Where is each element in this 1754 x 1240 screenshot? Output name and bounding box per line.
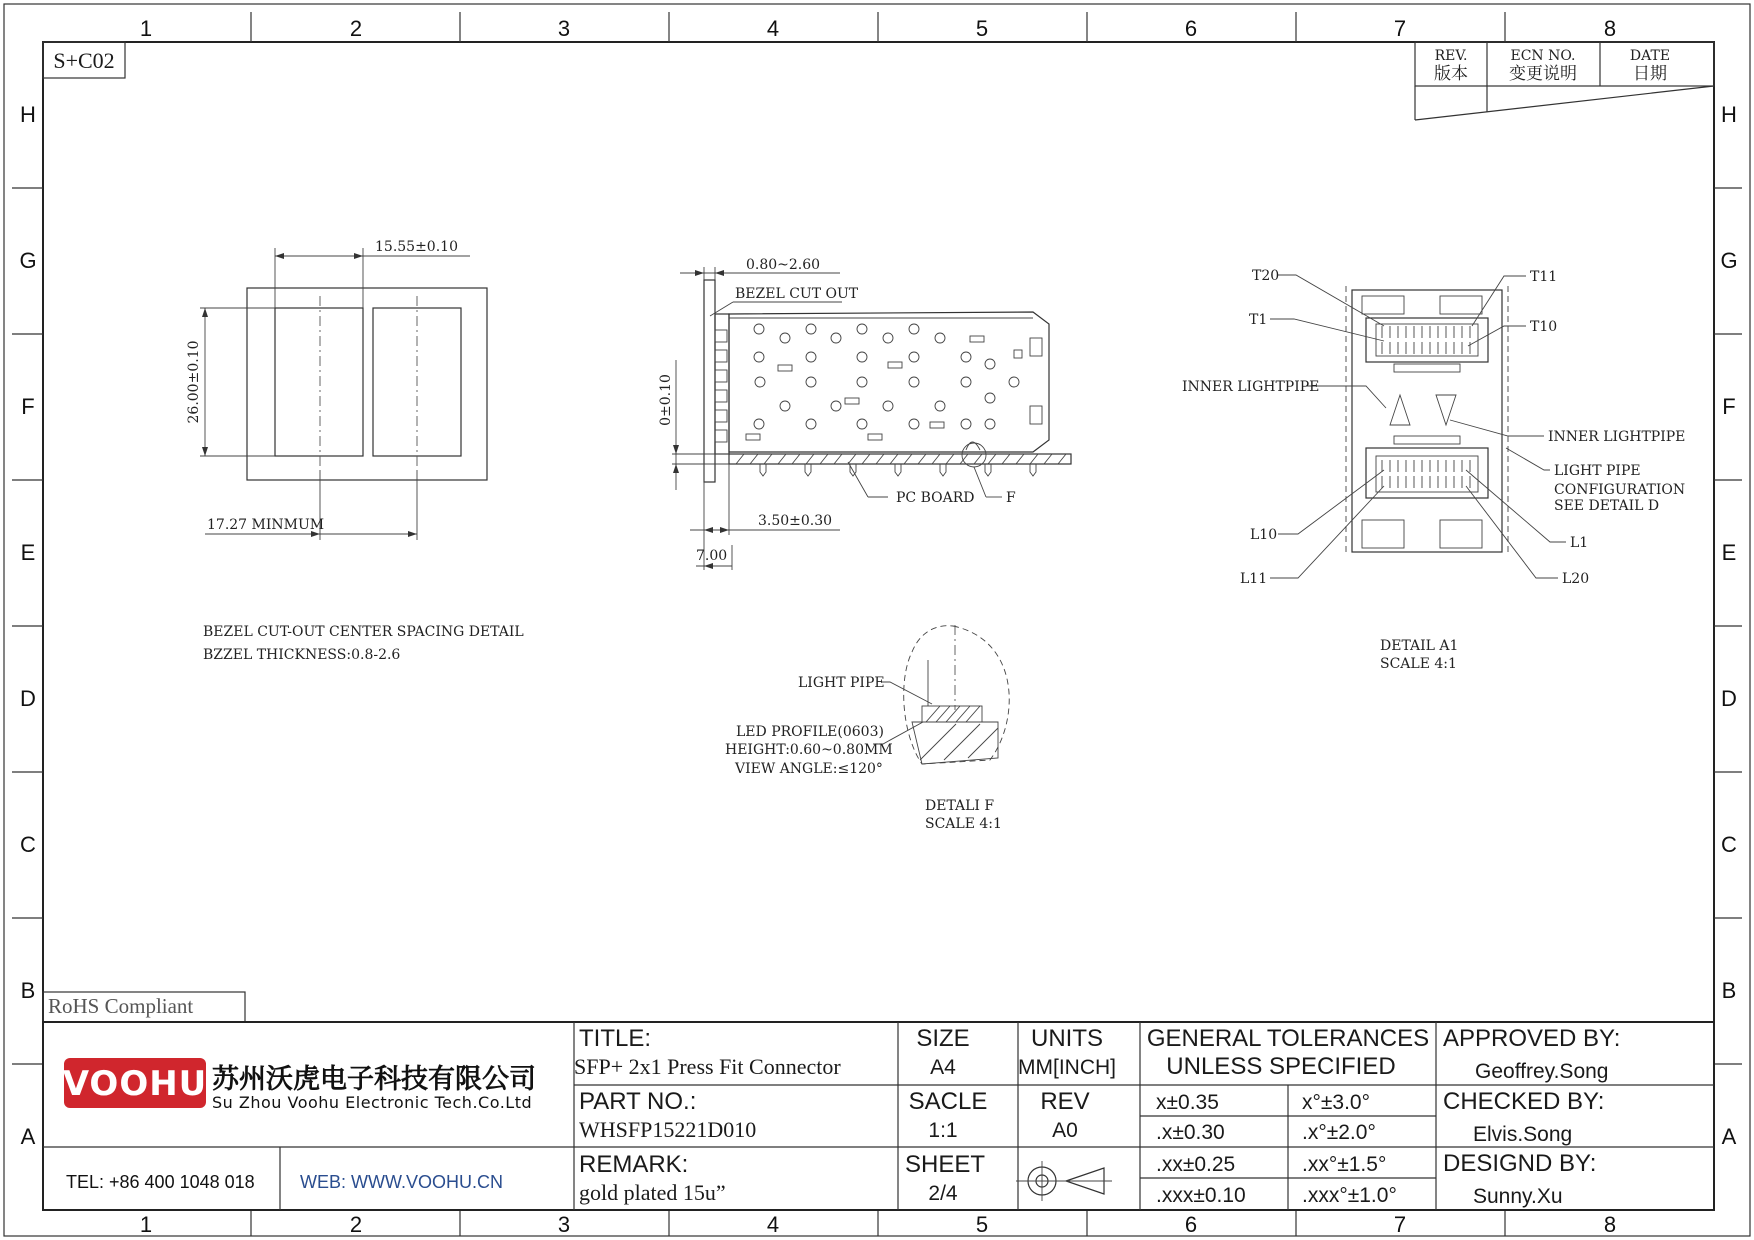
label-t1: T1 <box>1249 312 1268 328</box>
units-value: MM[INCH] <box>1018 1056 1116 1079</box>
side-dim-350: 3.50±0.30 <box>758 513 833 529</box>
ecn-col-cn: 变更说明 <box>1509 64 1577 84</box>
sheet-label: SHEET <box>904 1151 986 1178</box>
detail-f-led-3: VIEW ANGLE:≤120° <box>735 761 883 777</box>
label-l11: L11 <box>1240 571 1268 587</box>
checked-by-value: Elvis.Song <box>1473 1123 1573 1146</box>
contact-web: WEB: WWW.VOOHU.CN <box>300 1172 503 1192</box>
zone-col-7: 7 <box>1393 16 1407 41</box>
zone-row-a-right: A <box>1721 1124 1737 1149</box>
zone-col-4-bottom: 4 <box>766 1212 780 1237</box>
zone-col-2: 2 <box>349 16 363 41</box>
projection-symbol-icon <box>1016 1161 1112 1201</box>
revision-table <box>1415 42 1714 120</box>
zone-row-e-right: E <box>1721 540 1737 565</box>
units-label: UNITS <box>1031 1025 1103 1052</box>
rev-label-tb: REV <box>1040 1088 1090 1115</box>
zone-row-e: E <box>20 540 36 565</box>
zone-row-f-right: F <box>1722 394 1736 419</box>
company-name-en: Su Zhou Voohu Electronic Tech.Co.Ltd <box>212 1093 533 1112</box>
zone-row-a: A <box>20 1124 36 1149</box>
tolerance-angular-1: .x°±2.0° <box>1302 1121 1376 1144</box>
tolerance-linear-3: .xxx±0.10 <box>1156 1184 1246 1207</box>
part-no-label: PART NO.: <box>579 1088 697 1115</box>
detail-f-led-1: LED PROFILE(0603) <box>736 724 884 740</box>
zone-col-5: 5 <box>975 16 989 41</box>
side-dim-thickness: 0.80~2.60 <box>746 257 821 273</box>
contact-tel: TEL: +86 400 1048 018 <box>66 1172 255 1192</box>
detail-a1 <box>1182 268 1685 672</box>
remark-value: gold plated 15u” <box>579 1180 726 1205</box>
part-no-value: WHSFP15221D010 <box>579 1117 757 1142</box>
scale-value: 1:1 <box>928 1119 958 1142</box>
zone-col-6-bottom: 6 <box>1184 1212 1198 1237</box>
zone-col-7-bottom: 7 <box>1393 1212 1407 1237</box>
zone-col-6: 6 <box>1184 16 1198 41</box>
label-l1: L1 <box>1570 535 1589 551</box>
detail-f-ref: F <box>1006 490 1016 506</box>
detail-f-caption-1: DETALI F <box>925 798 995 814</box>
bezel-cutout-label: BEZEL CUT OUT <box>735 286 859 302</box>
bezel-dim-top: 15.55±0.10 <box>375 239 458 255</box>
zone-col-4: 4 <box>766 16 780 41</box>
title-label: TITLE: <box>579 1025 652 1052</box>
label-t11: T11 <box>1530 269 1558 285</box>
bezel-cutout-detail <box>186 239 524 663</box>
tolerance-angular-0: x°±3.0° <box>1302 1091 1371 1114</box>
bezel-note-2: BZZEL THICKNESS:0.8-2.6 <box>203 647 401 663</box>
voohu-logo <box>63 1058 208 1108</box>
rev-col-en: REV. <box>1434 48 1468 64</box>
detail-a1-caption-1: DETAIL A1 <box>1380 638 1459 654</box>
tolerance-linear-2: .xx±0.25 <box>1156 1153 1236 1176</box>
label-inner-lightpipe-left: INNER LIGHTPIPE <box>1182 379 1320 395</box>
designed-by-label: DESIGND BY: <box>1443 1150 1597 1177</box>
tolerance-angular-3: .xxx°±1.0° <box>1302 1184 1397 1207</box>
side-dim-700: 7.00 <box>696 548 728 564</box>
approved-by-label: APPROVED BY: <box>1443 1025 1621 1052</box>
label-t20: T20 <box>1252 268 1280 284</box>
detail-a1-caption-2: SCALE 4:1 <box>1380 656 1457 672</box>
checked-by-label: CHECKED BY: <box>1443 1088 1605 1115</box>
ecn-col-en: ECN NO. <box>1510 48 1576 64</box>
title-value: SFP+ 2x1 Press Fit Connector <box>574 1054 841 1079</box>
zone-row-g-right: G <box>1720 248 1738 273</box>
remark-label: REMARK: <box>579 1151 689 1178</box>
label-light-pipe-2: CONFIGURATION <box>1554 482 1686 498</box>
date-col-cn: 日期 <box>1633 64 1667 84</box>
zone-row-h: H <box>20 102 36 127</box>
zone-col-3-bottom: 3 <box>557 1212 571 1237</box>
detail-f-light-pipe: LIGHT PIPE <box>798 675 885 691</box>
designed-by-value: Sunny.Xu <box>1473 1185 1563 1208</box>
zone-col-1-bottom: 1 <box>139 1212 153 1237</box>
rev-label: S+C02 <box>53 48 115 73</box>
bezel-dim-bottom: 17.27 MINMUM <box>207 517 325 533</box>
zone-row-f: F <box>21 394 35 419</box>
tolerance-title-2: UNLESS SPECIFIED <box>1166 1053 1396 1080</box>
tolerance-linear-1: .x±0.30 <box>1156 1121 1225 1144</box>
date-col-en: DATE <box>1629 48 1671 64</box>
label-light-pipe-1: LIGHT PIPE <box>1554 463 1641 479</box>
zone-col-2-bottom: 2 <box>349 1212 363 1237</box>
zone-row-d: D <box>20 686 36 711</box>
tolerance-linear-0: x±0.35 <box>1156 1091 1219 1114</box>
zone-row-d-right: D <box>1721 686 1737 711</box>
zone-col-5-bottom: 5 <box>975 1212 989 1237</box>
label-l10: L10 <box>1250 527 1278 543</box>
side-dim-vertical: 0±0.10 <box>658 374 674 426</box>
approved-by-value: Geoffrey.Song <box>1475 1060 1609 1083</box>
sheet-value: 2/4 <box>928 1182 958 1205</box>
company-name-cn: 苏州沃虎电子科技有限公司 <box>212 1064 536 1095</box>
rev-col-cn: 版本 <box>1434 64 1468 84</box>
zone-row-c-right: C <box>1721 832 1737 857</box>
size-value: A4 <box>930 1056 956 1079</box>
zone-row-b: B <box>20 978 36 1003</box>
zone-row-h-right: H <box>1721 102 1737 127</box>
label-t10: T10 <box>1530 319 1558 335</box>
label-inner-lightpipe-right: INNER LIGHTPIPE <box>1548 429 1686 445</box>
scale-label: SACLE <box>908 1088 988 1115</box>
zone-col-3: 3 <box>557 16 571 41</box>
detail-f <box>725 625 1009 832</box>
detail-f-led-2: HEIGHT:0.60~0.80MM <box>725 742 893 758</box>
bezel-note-1: BEZEL CUT-OUT CENTER SPACING DETAIL <box>203 624 524 640</box>
rohs-label: RoHS Compliant <box>48 994 194 1018</box>
zone-row-c: C <box>20 832 36 857</box>
zone-col-8: 8 <box>1603 16 1617 41</box>
tolerance-angular-2: .xx°±1.5° <box>1302 1153 1387 1176</box>
size-label: SIZE <box>916 1025 970 1052</box>
pc-board-label: PC BOARD <box>896 490 975 506</box>
rev-value: A0 <box>1052 1119 1078 1142</box>
zone-row-g: G <box>19 248 37 273</box>
brand-wordmark: VOOHU <box>62 1064 208 1104</box>
tolerance-title-1: GENERAL TOLERANCES <box>1146 1025 1430 1052</box>
detail-f-caption-2: SCALE 4:1 <box>925 816 1002 832</box>
bezel-dim-left: 26.00±0.10 <box>186 340 202 424</box>
label-l20: L20 <box>1562 571 1590 587</box>
zone-col-8-bottom: 8 <box>1603 1212 1617 1237</box>
label-light-pipe-3: SEE DETAIL D <box>1554 498 1660 514</box>
zone-row-b-right: B <box>1721 978 1737 1003</box>
zone-col-1: 1 <box>139 16 153 41</box>
side-view <box>658 257 1071 570</box>
